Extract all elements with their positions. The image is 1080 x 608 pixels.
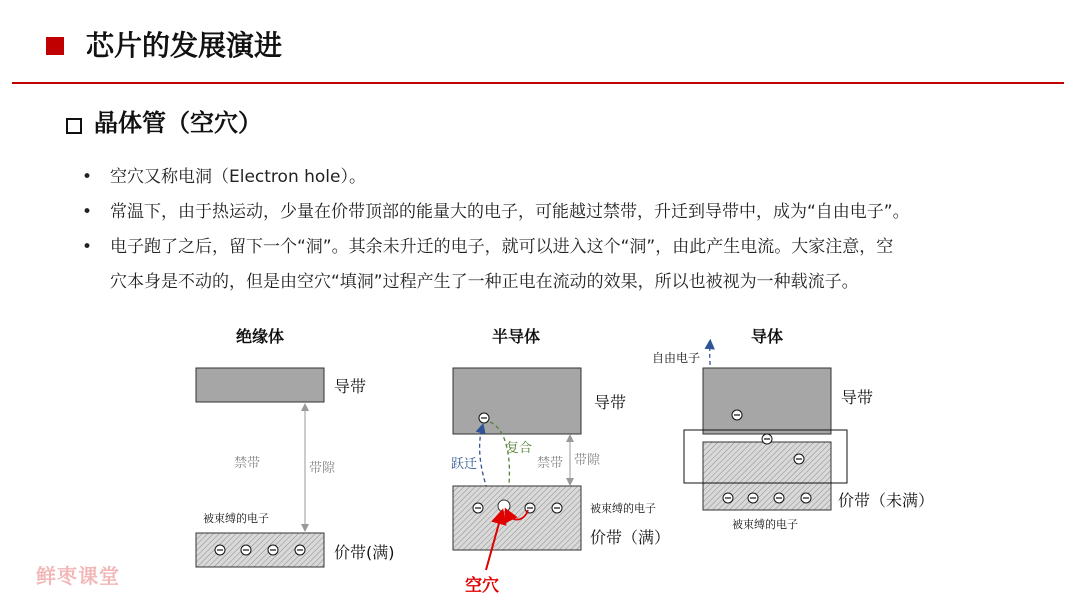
- semiconductor-conduction-band: [453, 368, 581, 434]
- semiconductor-gap-label: 带隙: [574, 453, 601, 468]
- hole-circle: [498, 500, 510, 512]
- semiconductor-valence-band: [453, 486, 581, 550]
- semiconductor-bound-label: 被束缚的电子: [590, 502, 656, 515]
- bullet-text-continued: 穴本身是不动的，但是由空穴“填洞”过程产生了一种正电在流动的效果，所以也被视为一种载流子。: [110, 272, 859, 292]
- semiconductor-excited-electron: [479, 413, 489, 423]
- conductor-valence-label: 价带（未满）: [838, 491, 935, 510]
- insulator-valence-label: 价带(满): [334, 543, 395, 562]
- watermark-logo-text: 鲜枣课堂: [36, 564, 120, 588]
- insulator-conduction-label: 导带: [334, 377, 367, 396]
- free-electron-label: 自由电子: [652, 351, 701, 365]
- insulator-forbidden-label: 禁带: [234, 456, 261, 471]
- semiconductor-valence-label: 价带（满）: [590, 528, 671, 547]
- semiconductor-title: 半导体: [491, 327, 541, 346]
- conductor-title: 导体: [750, 327, 784, 346]
- bullet-text: 空穴又称电洞（Electron hole）。: [110, 167, 366, 187]
- recombination-label: 复合: [506, 441, 533, 456]
- hole-label: 空穴: [465, 576, 499, 596]
- bullet-dot: •: [82, 237, 93, 257]
- conductor-bound-label: 被束缚的电子: [732, 518, 798, 531]
- conductor-conduction-label: 导带: [841, 388, 874, 407]
- bullet-dot: •: [82, 167, 93, 187]
- bullet-dot: •: [82, 202, 93, 222]
- semiconductor-conduction-label: 导带: [594, 393, 627, 412]
- conductor-conduction-band: [703, 368, 831, 434]
- insulator-conduction-band: [196, 368, 324, 402]
- insulator-bound-label: 被束缚的电子: [203, 512, 269, 525]
- conductor-valence-band: [703, 442, 831, 510]
- insulator-title: 绝缘体: [235, 327, 285, 346]
- section-title: 晶体管（空穴）: [94, 109, 262, 137]
- conductor-free-electron: [732, 410, 742, 420]
- transition-label: 跃迁: [451, 457, 478, 472]
- semiconductor-forbidden-label: 禁带: [537, 456, 564, 471]
- insulator-gap-label: 带隙: [309, 461, 336, 476]
- page-title: 芯片的发展演进: [86, 29, 283, 62]
- bullet-text: 常温下，由于热运动，少量在价带顶部的能量大的电子，可能越过禁带，升迁到导带中，成为“自由电子”。: [110, 202, 910, 222]
- bullet-text: 电子跑了之后，留下一个“洞”。其余未升迁的电子，就可以进入这个“洞”，由此产生电流。大家注意，空: [110, 237, 894, 257]
